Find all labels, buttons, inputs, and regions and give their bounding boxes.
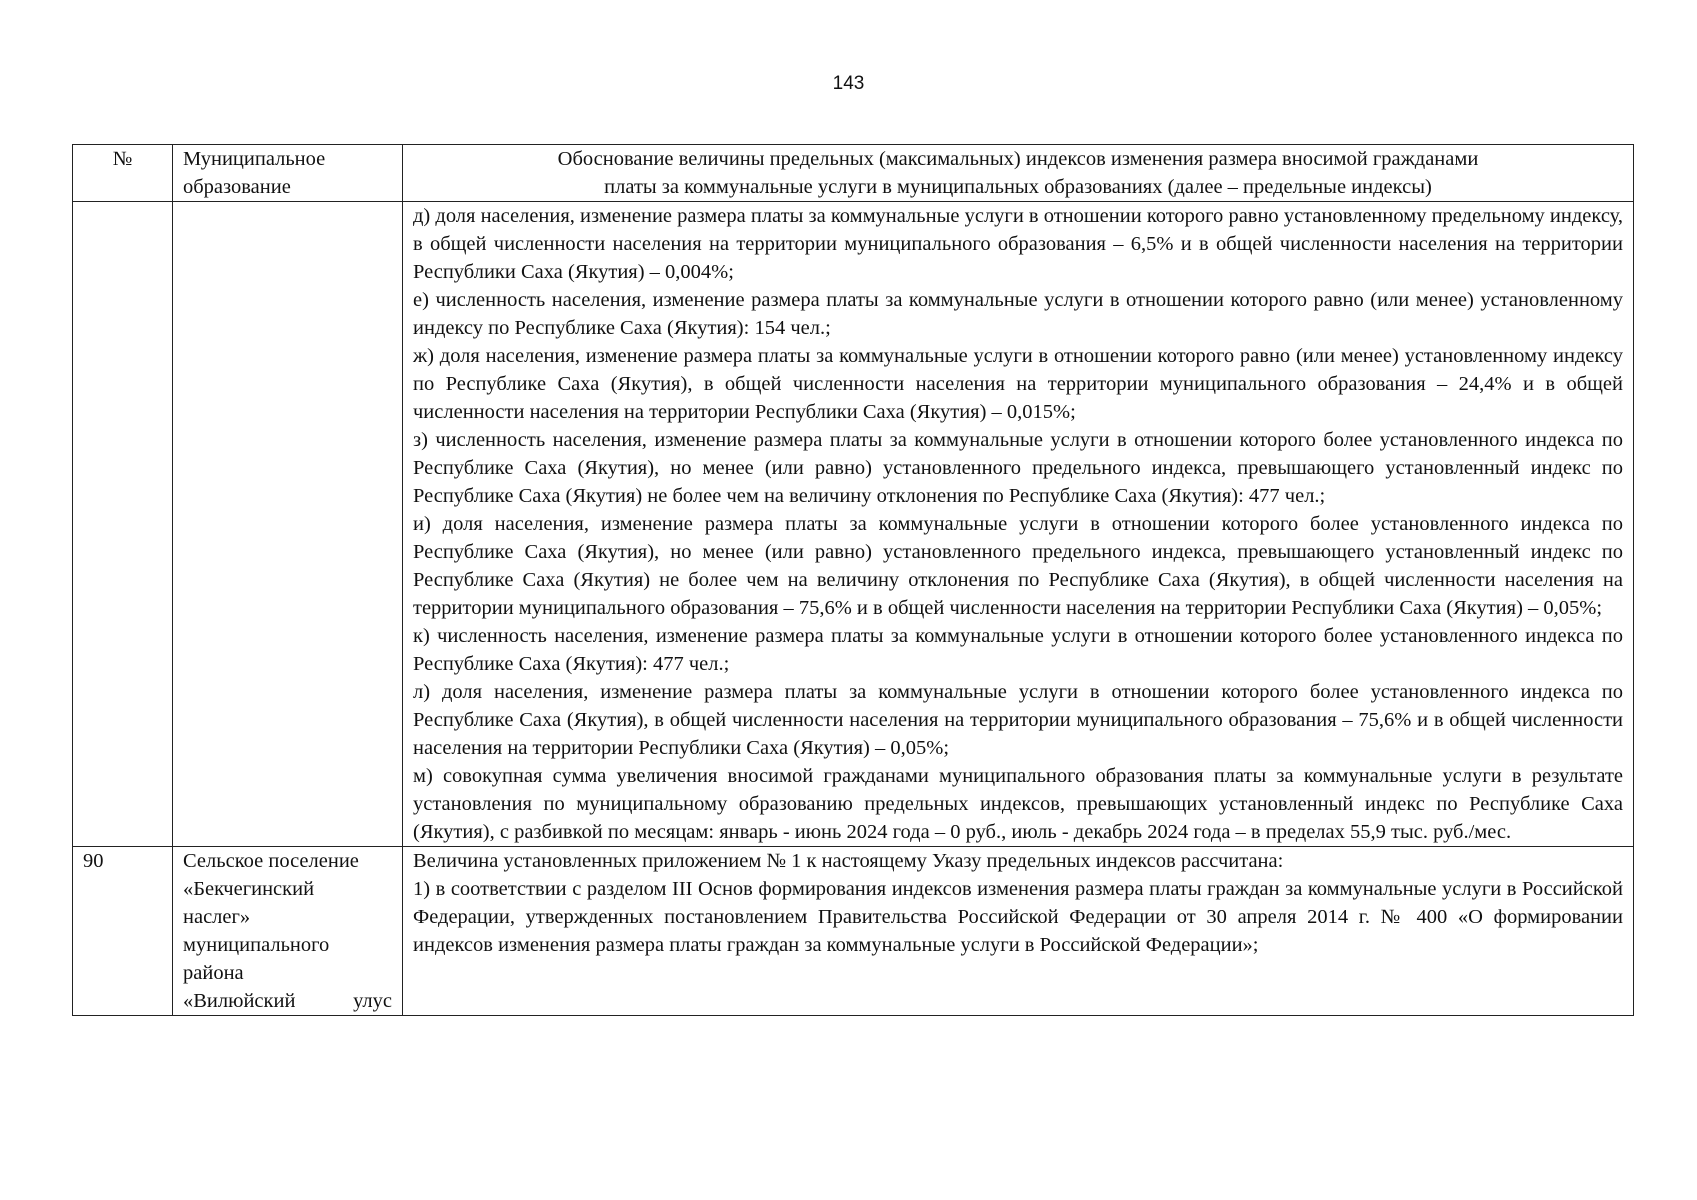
header-justification-line-2: платы за коммунальные услуги в муниципальных образованиях (далее – предельные индексы) <box>604 176 1432 198</box>
paragraph-z: з) численность населения, изменение размера платы за коммунальные услуги в отношении которого более установленного индекса по Республике Саха (Якутия), но менее (или равно) установленного предельного индекса, превышающего установленный индекс по Республике Саха (Якутия) не более чем на величину отклонения по Республике Саха (Якутия): 477 чел.; <box>413 429 1623 507</box>
table-row <box>73 202 1634 847</box>
paragraph-zh: ж) доля населения, изменение размера платы за коммунальные услуги в отношении которого равно (или менее) установленному индексу по Республике Саха (Якутия), в общей численности населения на территории муниципального образования – 24,4% и в общей численности населения на территории Республики Саха (Якутия) – 0,015%; <box>413 345 1623 423</box>
row-number-cell <box>73 202 173 847</box>
municipality-line: Сельское поселение <box>183 850 359 872</box>
justification-table <box>72 144 1634 1016</box>
municipality-cell <box>173 847 403 1016</box>
header-justification-line-1: Обоснование величины предельных (максимальных) индексов изменения размера вносимой гражданами <box>557 148 1479 170</box>
paragraph-m: м) совокупная сумма увеличения вносимой гражданами муниципального образования платы за коммунальные услуги в результате установления по муниципальному образованию предельных индексов, превышающих установленный индекс по Республике Саха (Якутия), с разбивкой по месяцам: январь - июнь 2024 года – 0 руб., июль - декабрь 2024 года – в пределах 55,9 тыс. руб./мес. <box>413 765 1623 843</box>
header-justification <box>403 145 1634 202</box>
paragraph-d: д) доля населения, изменение размера платы за коммунальные услуги в отношении которого равно установленному предельному индексу, в общей численности населения на территории муниципального образования – 6,5% и в общей численности населения на территории Республики Саха (Якутия) – 0,004%; <box>413 205 1623 283</box>
page-number: 143 <box>832 73 865 94</box>
municipality-line: «Вилюйский улус <box>183 990 392 1012</box>
municipality-line: муниципального <box>183 934 330 956</box>
header-number: № <box>73 145 173 202</box>
municipality-cell <box>173 202 403 847</box>
paragraph-k: к) численность населения, изменение размера платы за коммунальные услуги в отношении которого более установленного индекса по Республике Саха (Якутия): 477 чел.; <box>413 625 1623 675</box>
paragraph-i: и) доля населения, изменение размера платы за коммунальные услуги в отношении которого более установленного индекса по Республике Саха (Якутия), но менее (или равно) установленного предельного индекса, превышающего установленный индекс по Республике Саха (Якутия) не более чем на величину отклонения по Республике Саха (Якутия), в общей численности населения на территории муниципального образования – 75,6% и в общей численности населения на территории Республики Саха (Якутия) – 0,05%; <box>413 513 1623 619</box>
justification-cell <box>403 847 1634 1016</box>
paragraph-l: л) доля населения, изменение размера платы за коммунальные услуги в отношении которого более установленного индекса по Республике Саха (Якутия), в общей численности населения на территории муниципального образования – 75,6% и в общей численности населения на территории Республики Саха (Якутия) – 0,05%; <box>413 681 1623 759</box>
municipality-line: «Бекчегинский <box>183 878 315 900</box>
paragraph-1: 1) в соответствии с разделом III Основ формирования индексов изменения размера платы граждан за коммунальные услуги в Российской Федерации, утвержденных постановлением Правительства Российской Федерации от 30 апреля 2014 г. № 400 «О формировании индексов изменения размера платы граждан за коммунальные услуги в Российской Федерации»; <box>413 878 1623 956</box>
table-row <box>73 847 1634 1016</box>
row-number-cell: 90 <box>73 847 173 1016</box>
paragraph-intro: Величина установленных приложением № 1 к настоящему Указу предельных индексов рассчитана: <box>413 850 1284 872</box>
justification-cell <box>403 202 1634 847</box>
header-municipality: Муниципальное образование <box>173 145 403 202</box>
table-header-row <box>73 145 1634 202</box>
paragraph-e: е) численность населения, изменение размера платы за коммунальные услуги в отношении которого равно (или менее) установленному индексу по Республике Саха (Якутия): 154 чел.; <box>413 289 1623 339</box>
municipality-line: района <box>183 962 244 984</box>
municipality-line: наслег» <box>183 906 251 928</box>
